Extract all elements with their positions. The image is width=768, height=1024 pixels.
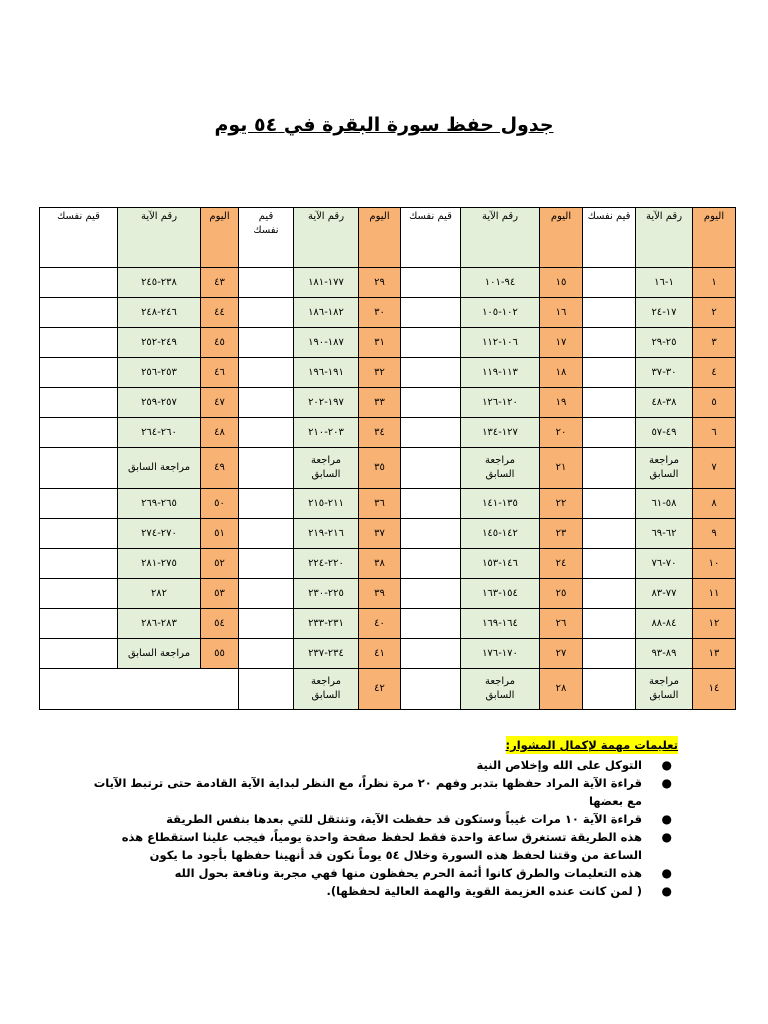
day-cell: ١٨: [540, 358, 583, 388]
self-assessment-cell: [239, 358, 294, 388]
self-assessment-cell: [401, 579, 461, 609]
bullet-icon: ●: [661, 866, 672, 880]
day-cell: ٣٠: [359, 298, 401, 328]
header-self: قيم نفسك: [239, 208, 294, 268]
day-cell: ٢٧: [540, 639, 583, 669]
day-cell: ١٠: [693, 549, 736, 579]
self-assessment-cell: [239, 549, 294, 579]
ayah-cell: ٢١١-٢١٥: [294, 489, 359, 519]
self-assessment-cell: [401, 609, 461, 639]
instruction-text: التوكل على الله وإخلاص النية: [476, 758, 642, 772]
table-row: [40, 519, 736, 549]
self-assessment-cell: [40, 358, 118, 388]
day-cell: ٢٥: [540, 579, 583, 609]
day-cell: ١٩: [540, 388, 583, 418]
day-cell: ٤٣: [201, 268, 239, 298]
table-row: [40, 549, 736, 579]
day-cell: ٤٥: [201, 328, 239, 358]
day-cell: ٣٨: [359, 549, 401, 579]
day-cell: ٢: [693, 298, 736, 328]
self-assessment-cell: [401, 328, 461, 358]
day-cell: ٢٣: [540, 519, 583, 549]
ayah-cell: ٨٩-٩٣: [636, 639, 693, 669]
day-cell: ٤٨: [201, 418, 239, 448]
ayah-cell: مراجعة السابق: [461, 669, 540, 710]
ayah-cell: ٧٧-٨٣: [636, 579, 693, 609]
day-cell: ٨: [693, 489, 736, 519]
instruction-item: [92, 810, 678, 828]
bullet-icon: ●: [661, 776, 672, 790]
header-ayah: رقم الآية: [118, 208, 201, 268]
self-assessment-cell: [239, 328, 294, 358]
self-assessment-cell: [239, 579, 294, 609]
ayah-cell: ٢٢٠-٢٢٤: [294, 549, 359, 579]
header-ayah: رقم الآية: [461, 208, 540, 268]
self-assessment-cell: [239, 388, 294, 418]
empty-cell: [40, 669, 239, 710]
day-cell: ٢٦: [540, 609, 583, 639]
ayah-cell: ١٠٢-١٠٥: [461, 298, 540, 328]
header-self: قيم نفسك: [401, 208, 461, 268]
self-assessment-cell: [40, 609, 118, 639]
self-assessment-cell: [401, 268, 461, 298]
table-row: [40, 298, 736, 328]
self-assessment-cell: [239, 609, 294, 639]
header-self: قيم نفسك: [583, 208, 636, 268]
ayah-cell: ٦٢-٦٩: [636, 519, 693, 549]
instruction-item: [92, 774, 678, 810]
self-assessment-cell: [40, 519, 118, 549]
day-cell: ٦: [693, 418, 736, 448]
day-cell: ٣: [693, 328, 736, 358]
day-cell: ٢٨: [540, 669, 583, 710]
self-assessment-cell: [583, 448, 636, 489]
table-row: [40, 448, 736, 489]
self-assessment-cell: [239, 519, 294, 549]
ayah-cell: مراجعة السابق: [118, 639, 201, 669]
ayah-cell: ٢٦٥-٢٦٩: [118, 489, 201, 519]
self-assessment-cell: [40, 549, 118, 579]
day-cell: ٩: [693, 519, 736, 549]
day-cell: ٢٩: [359, 268, 401, 298]
self-assessment-cell: [583, 388, 636, 418]
self-assessment-cell: [583, 328, 636, 358]
ayah-cell: ١٥٤-١٦٣: [461, 579, 540, 609]
ayah-cell: مراجعة السابق: [636, 448, 693, 489]
ayah-cell: ٢٠٣-٢١٠: [294, 418, 359, 448]
ayah-cell: ١٧٧-١٨١: [294, 268, 359, 298]
self-assessment-cell: [40, 639, 118, 669]
self-assessment-cell: [239, 418, 294, 448]
ayah-cell: مراجعة السابق: [294, 448, 359, 489]
ayah-cell: ١٨٧-١٩٠: [294, 328, 359, 358]
self-assessment-cell: [239, 448, 294, 489]
self-assessment-cell: [583, 298, 636, 328]
ayah-cell: ٨٤-٨٨: [636, 609, 693, 639]
self-assessment-cell: [401, 549, 461, 579]
ayah-cell: ٢٥٧-٢٥٩: [118, 388, 201, 418]
day-cell: ١: [693, 268, 736, 298]
bullet-icon: ●: [661, 884, 672, 898]
instructions-section: [92, 736, 678, 900]
self-assessment-cell: [239, 669, 294, 710]
ayah-cell: ٢٥-٢٩: [636, 328, 693, 358]
day-cell: ٣٩: [359, 579, 401, 609]
day-cell: ٤١: [359, 639, 401, 669]
day-cell: ١٦: [540, 298, 583, 328]
header-day: اليوم: [693, 208, 736, 268]
ayah-cell: ٤٩-٥٧: [636, 418, 693, 448]
self-assessment-cell: [583, 669, 636, 710]
day-cell: ٣٢: [359, 358, 401, 388]
table-row: [40, 328, 736, 358]
self-assessment-cell: [40, 388, 118, 418]
self-assessment-cell: [583, 489, 636, 519]
ayah-cell: ١٢٠-١٢٦: [461, 388, 540, 418]
ayah-cell: ٢٢٥-٢٣٠: [294, 579, 359, 609]
ayah-cell: مراجعة السابق: [461, 448, 540, 489]
self-assessment-cell: [401, 448, 461, 489]
ayah-cell: ٥٨-٦١: [636, 489, 693, 519]
self-assessment-cell: [40, 268, 118, 298]
self-assessment-cell: [401, 358, 461, 388]
table-row: [40, 489, 736, 519]
instruction-text: هذه التعليمات والطرق كانوا أئمة الحرم يحفظون منها فهي مجربة ونافعة بحول الله: [174, 866, 642, 880]
ayah-cell: ٢٨٣-٢٨٦: [118, 609, 201, 639]
ayah-cell: ١٦٤-١٦٩: [461, 609, 540, 639]
ayah-cell: ١٤٦-١٥٣: [461, 549, 540, 579]
ayah-cell: ٢٧٥-٢٨١: [118, 549, 201, 579]
day-cell: ٣٣: [359, 388, 401, 418]
instruction-text: ( لمن كانت عنده العزيمة القوية والهمة العالية لحفظها).: [326, 884, 642, 898]
self-assessment-cell: [583, 519, 636, 549]
day-cell: ٤: [693, 358, 736, 388]
day-cell: ٥٥: [201, 639, 239, 669]
instruction-item: [92, 864, 678, 882]
day-cell: ١٢: [693, 609, 736, 639]
day-cell: ٢١: [540, 448, 583, 489]
ayah-cell: ١٠٦-١١٢: [461, 328, 540, 358]
day-cell: ٤٧: [201, 388, 239, 418]
day-cell: ٥: [693, 388, 736, 418]
ayah-cell: ١-١٦: [636, 268, 693, 298]
day-cell: ١٤: [693, 669, 736, 710]
day-cell: ١٧: [540, 328, 583, 358]
self-assessment-cell: [401, 418, 461, 448]
ayah-cell: ٣٠-٣٧: [636, 358, 693, 388]
table-row: [40, 268, 736, 298]
self-assessment-cell: [239, 298, 294, 328]
table-row: [40, 388, 736, 418]
day-cell: ٤٦: [201, 358, 239, 388]
self-assessment-cell: [40, 448, 118, 489]
table-row: [40, 418, 736, 448]
self-assessment-cell: [583, 549, 636, 579]
instructions-list: [92, 756, 678, 900]
day-cell: ٤٩: [201, 448, 239, 489]
instruction-text: هذه الطريقة تستغرق ساعة واحدة فقط لحفظ صفحة واحدة يومياً، فيجب علينا استقطاع هذه الساعة من وقتنا لحفظ هذه السورة وخلال ٥٤ يوماً نكون قد أنهينا حفظها بأجود ما يكون: [121, 830, 642, 862]
day-cell: ٣١: [359, 328, 401, 358]
table-row: [40, 669, 736, 710]
ayah-cell: ١٩٧-٢٠٢: [294, 388, 359, 418]
self-assessment-cell: [583, 418, 636, 448]
self-assessment-cell: [401, 489, 461, 519]
ayah-cell: ١٧٠-١٧٦: [461, 639, 540, 669]
day-cell: ٧: [693, 448, 736, 489]
ayah-cell: ١٧-٢٤: [636, 298, 693, 328]
ayah-cell: ٢٥٣-٢٥٦: [118, 358, 201, 388]
self-assessment-cell: [401, 669, 461, 710]
header-day: اليوم: [359, 208, 401, 268]
self-assessment-cell: [40, 579, 118, 609]
day-cell: ٥٣: [201, 579, 239, 609]
day-cell: ٥٠: [201, 489, 239, 519]
ayah-cell: ٢٣١-٢٣٣: [294, 609, 359, 639]
table-row: [40, 579, 736, 609]
day-cell: ١٣: [693, 639, 736, 669]
day-cell: ٢٢: [540, 489, 583, 519]
ayah-cell: ٩٤-١٠١: [461, 268, 540, 298]
bullet-icon: ●: [661, 830, 672, 844]
day-cell: ٢٤: [540, 549, 583, 579]
ayah-cell: ٢٨٢: [118, 579, 201, 609]
ayah-cell: ٢٤٩-٢٥٢: [118, 328, 201, 358]
table-row: [40, 358, 736, 388]
header-day: اليوم: [540, 208, 583, 268]
header-ayah: رقم الآية: [636, 208, 693, 268]
day-cell: ٤٢: [359, 669, 401, 710]
day-cell: ٥٤: [201, 609, 239, 639]
instructions-title: تعليمات مهمة لإكمال المشوار:: [505, 738, 678, 752]
ayah-cell: ٢٣٨-٢٤٥: [118, 268, 201, 298]
day-cell: ٣٧: [359, 519, 401, 549]
self-assessment-cell: [401, 388, 461, 418]
day-cell: ٣٥: [359, 448, 401, 489]
ayah-cell: مراجعة السابق: [294, 669, 359, 710]
day-cell: ١٥: [540, 268, 583, 298]
day-cell: ٥١: [201, 519, 239, 549]
ayah-cell: ١٢٧-١٣٤: [461, 418, 540, 448]
instruction-text: قراءة الآية المراد حفظها بتدبر وفهم ٢٠ مرة نظراً، مع النظر لبداية الآية القادمة حتى ترتبط الآيات مع بعضها: [93, 776, 642, 808]
ayah-cell: ١٤٢-١٤٥: [461, 519, 540, 549]
table-row: [40, 609, 736, 639]
self-assessment-cell: [40, 418, 118, 448]
ayah-cell: مراجعة السابق: [118, 448, 201, 489]
self-assessment-cell: [40, 298, 118, 328]
ayah-cell: ١١٣-١١٩: [461, 358, 540, 388]
self-assessment-cell: [583, 609, 636, 639]
self-assessment-cell: [40, 489, 118, 519]
self-assessment-cell: [239, 639, 294, 669]
self-assessment-cell: [583, 268, 636, 298]
self-assessment-cell: [401, 298, 461, 328]
self-assessment-cell: [40, 328, 118, 358]
day-cell: ٤٠: [359, 609, 401, 639]
day-cell: ٥٢: [201, 549, 239, 579]
day-cell: ٣٤: [359, 418, 401, 448]
ayah-cell: ٢٧٠-٢٧٤: [118, 519, 201, 549]
instruction-item: [92, 882, 678, 900]
ayah-cell: مراجعة السابق: [636, 669, 693, 710]
ayah-cell: ٢٦٠-٢٦٤: [118, 418, 201, 448]
ayah-cell: ٢١٦-٢١٩: [294, 519, 359, 549]
ayah-cell: ٢٤٦-٢٤٨: [118, 298, 201, 328]
self-assessment-cell: [239, 268, 294, 298]
day-cell: ٣٦: [359, 489, 401, 519]
table-header-row: [40, 208, 736, 268]
self-assessment-cell: [583, 639, 636, 669]
instruction-item: [92, 828, 678, 864]
header-day: اليوم: [201, 208, 239, 268]
table-row: [40, 639, 736, 669]
bullet-icon: ●: [661, 812, 672, 826]
self-assessment-cell: [401, 639, 461, 669]
ayah-cell: ٢٣٤-٢٣٧: [294, 639, 359, 669]
page-title: جدول حفظ سورة البقرة في ٥٤ يوم: [214, 114, 554, 136]
ayah-cell: ١٣٥-١٤١: [461, 489, 540, 519]
self-assessment-cell: [239, 489, 294, 519]
header-self: قيم نفسك: [40, 208, 118, 268]
ayah-cell: ٧٠-٧٦: [636, 549, 693, 579]
ayah-cell: ١٨٢-١٨٦: [294, 298, 359, 328]
header-ayah: رقم الآية: [294, 208, 359, 268]
bullet-icon: ●: [661, 758, 672, 772]
ayah-cell: ٣٨-٤٨: [636, 388, 693, 418]
ayah-cell: ١٩١-١٩٦: [294, 358, 359, 388]
self-assessment-cell: [401, 519, 461, 549]
day-cell: ٤٤: [201, 298, 239, 328]
memorization-table: [39, 207, 736, 710]
instruction-text: قراءة الآية ١٠ مرات غيباً وستكون قد حفظت الآية، وتنتقل للتي بعدها بنفس الطريقة: [166, 812, 642, 826]
instruction-item: [92, 756, 678, 774]
day-cell: ٢٠: [540, 418, 583, 448]
day-cell: ١١: [693, 579, 736, 609]
self-assessment-cell: [583, 579, 636, 609]
self-assessment-cell: [583, 358, 636, 388]
